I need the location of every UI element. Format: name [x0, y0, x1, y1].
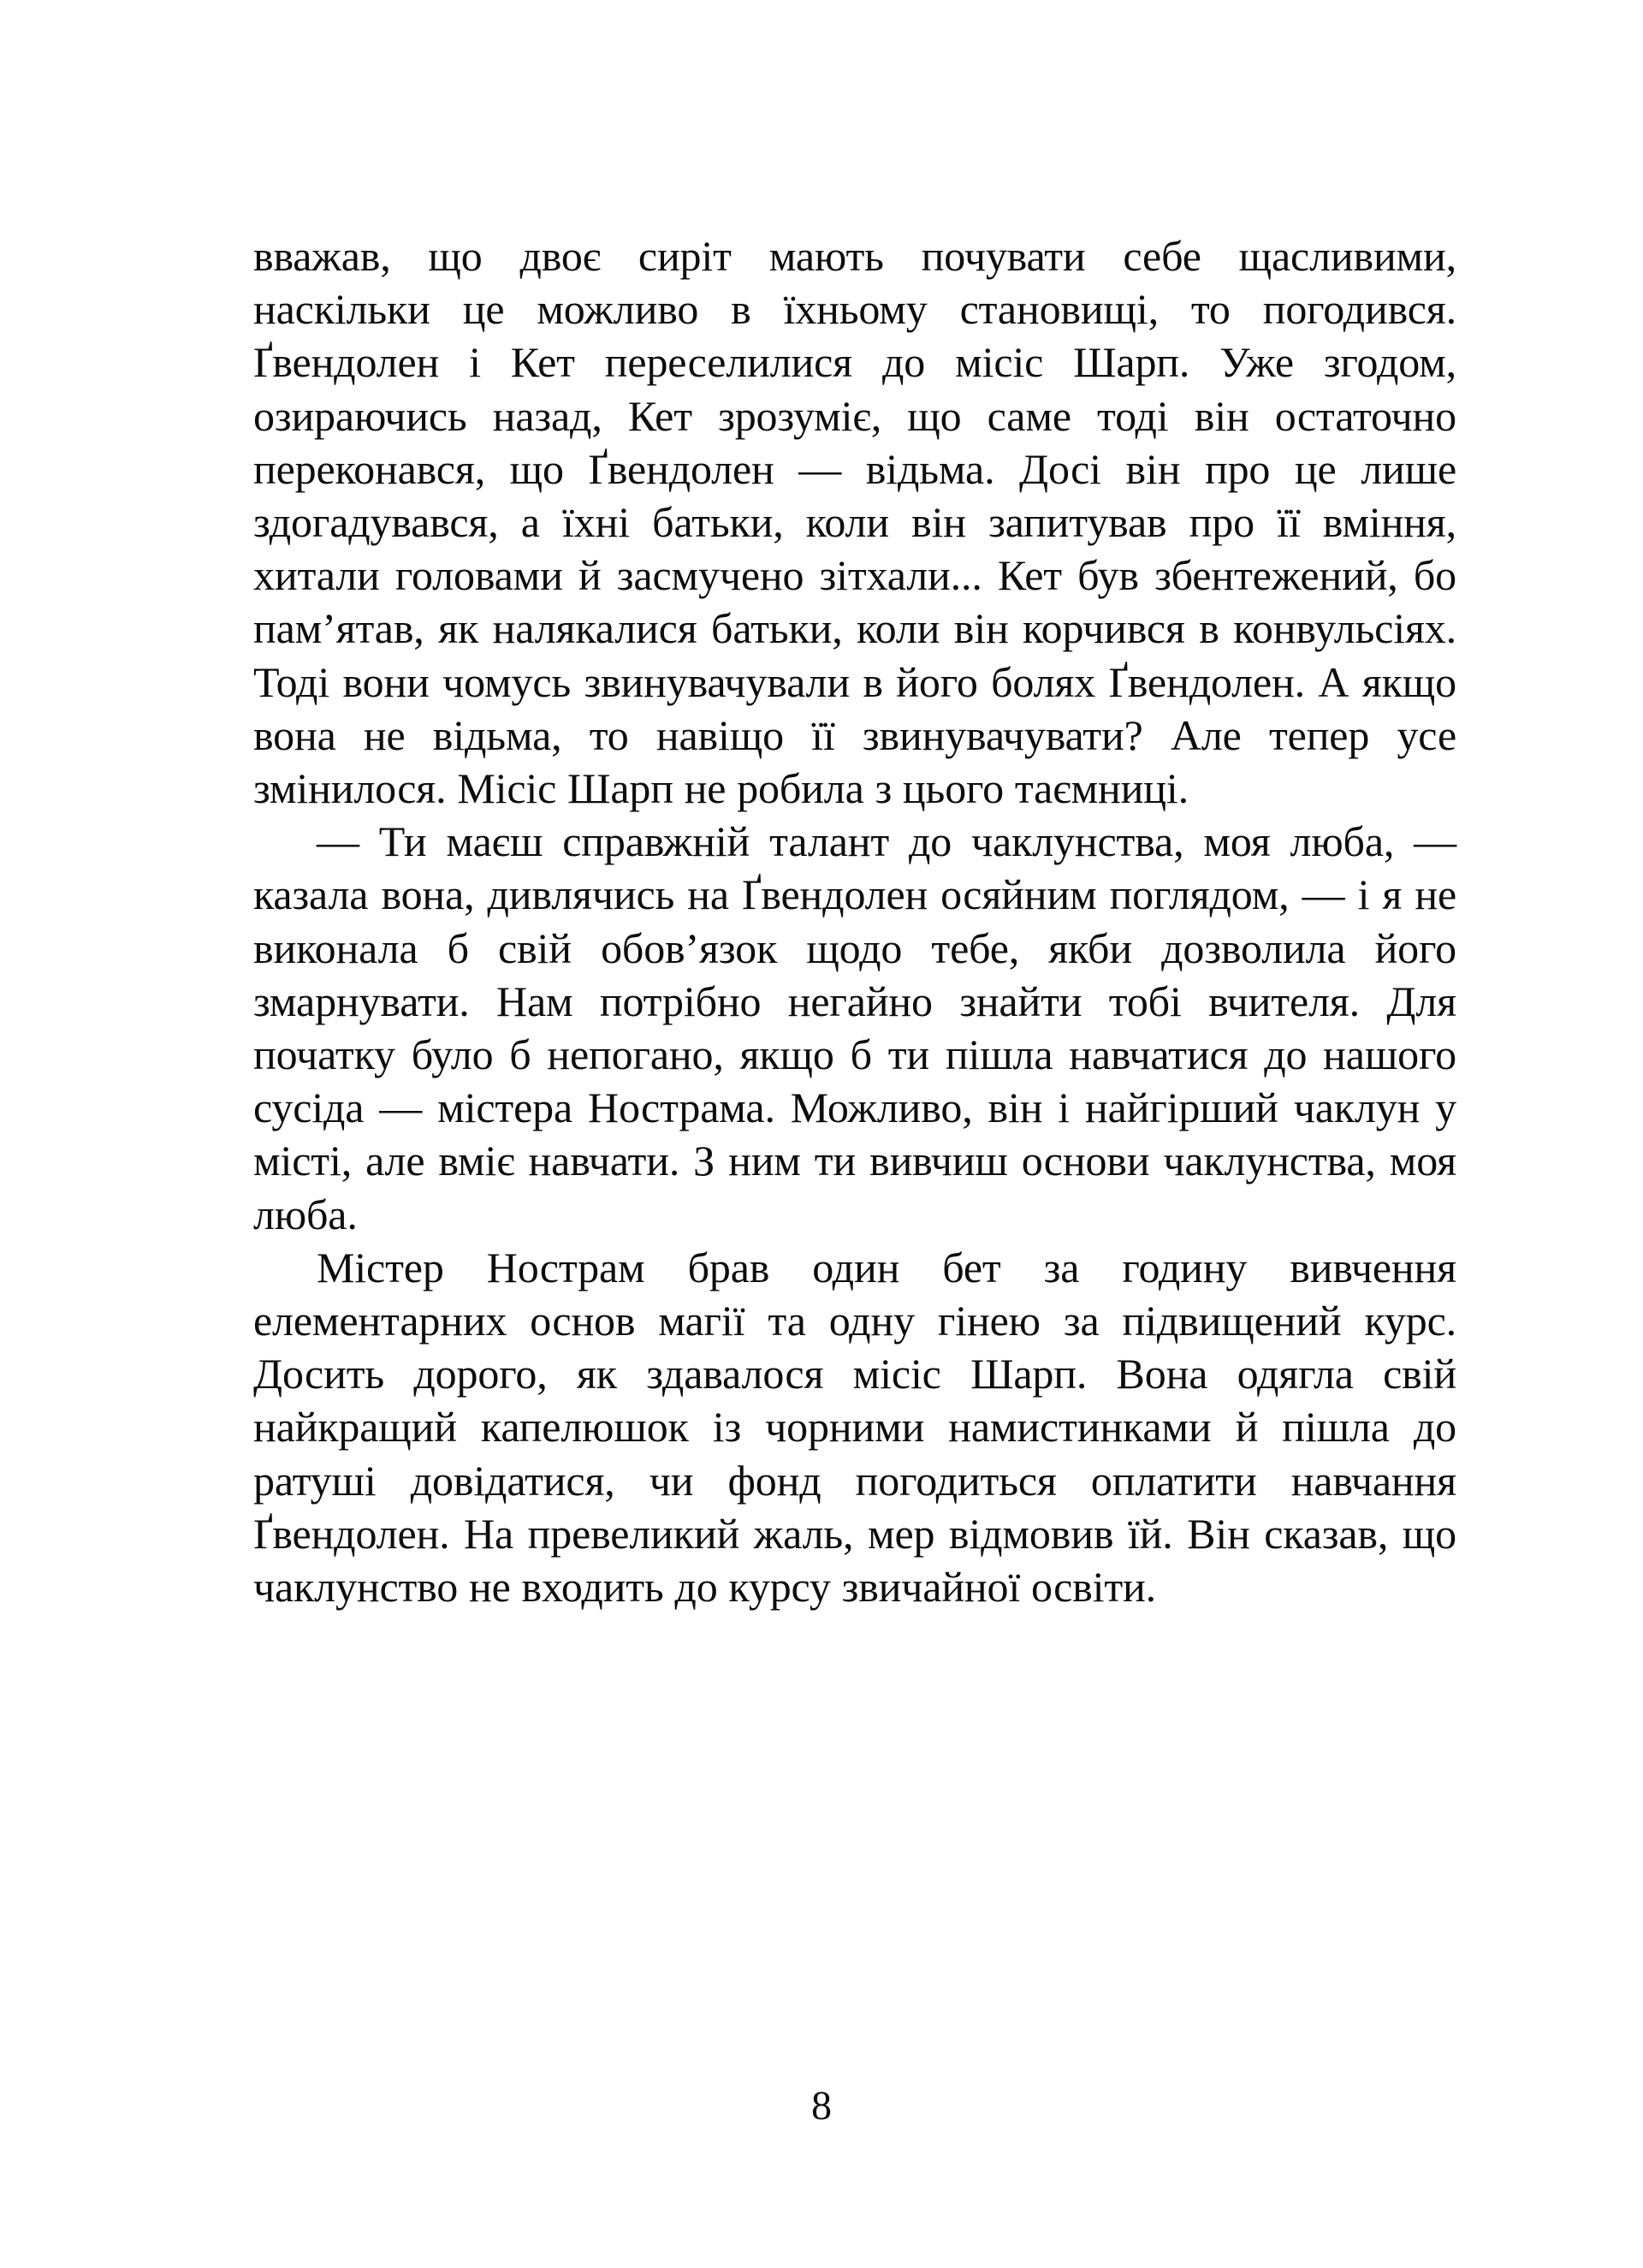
- paragraph-3: Містер Нострам брав один бет за годину вивчення елементарних основ магії та одну гінею за підвищений курс. Досить дорого, як здавалося місіс Шарп. Вона одягла свій найкращий капелюшок із чорними намистинками й пішла до ратуші довідатися, чи фонд погодиться оплатити навчання Ґвендолен. На превеликий жаль, мер відмовив їй. Він сказав, що чаклунство не входить до курсу звичайної освіти.: [253, 1243, 1456, 1612]
- page-text-block: [253, 229, 1456, 1613]
- paragraph-1: вважав, що двоє сиріт мають почувати себе щасливими, наскільки це можливо в їхньому становищі, то погодився. Ґвендолен і Кет переселилися до місіс Шарп. Уже згодом, озираючись назад, Кет зрозуміє, що саме тоді він остаточно переконався, що Ґвендолен — відьма. Досі він про це лише здогадувався, а їхні батьки, коли він запитував про її вміння, хитали головами й засмучено зітхали... Кет був збентежений, бо пам’ятав, як налякалися батьки, коли він корчився в конвульсіях. Тоді вони чомусь звинувачували в його болях Ґвендолен. А якщо вона не відьма, то навіщо її звинувачувати? Але тепер усе змінилося. Місіс Шарп не робила з цього таємниці.: [253, 232, 1456, 813]
- paragraph-2: — Ти маєш справжній талант до чаклунства, моя люба, — казала вона, дивлячись на Ґвендолен осяйним поглядом, — і я не виконала б свій обов’язок щодо тебе, якби дозволила його змарнувати. Нам потрібно негайно знайти тобі вчителя. Для початку було б непогано, якщо б ти пішла навчатися до нашого сусіда — містера Нострама. Можливо, він і найгірший чаклун у місті, але вміє навчати. З ним ти вивчиш основи чаклунства, моя люба.: [253, 817, 1456, 1238]
- page-number: 8: [811, 2083, 832, 2128]
